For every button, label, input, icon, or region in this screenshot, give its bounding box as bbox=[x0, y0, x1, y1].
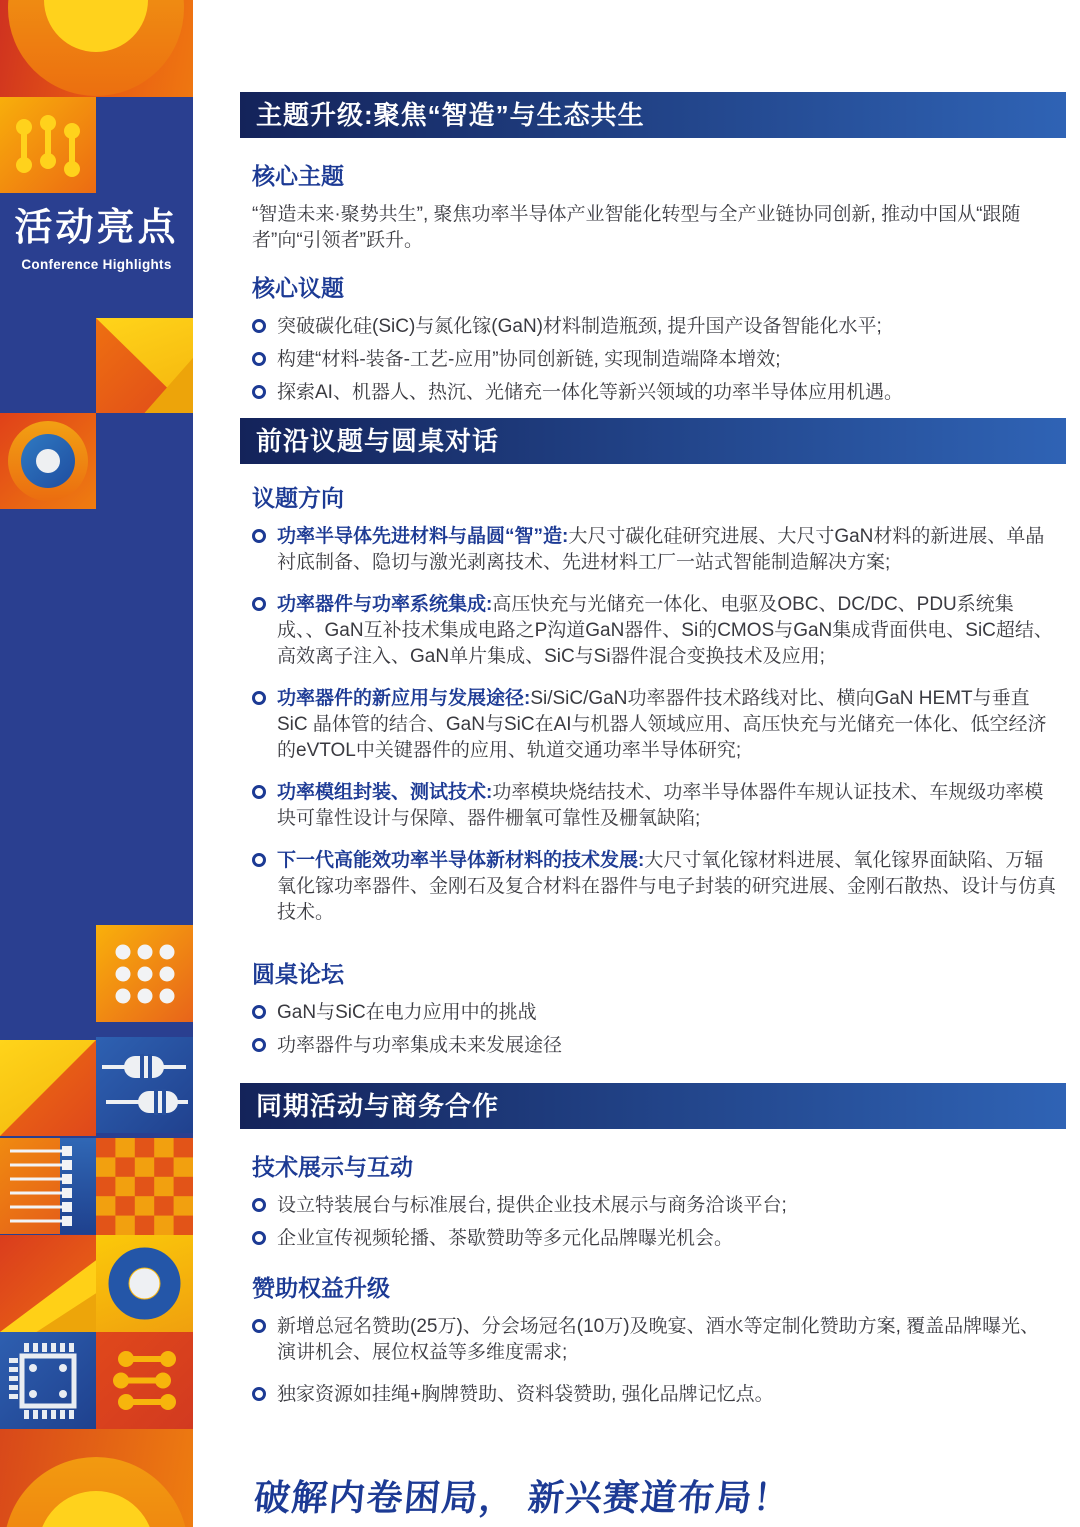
subsection-title-tech-exhibit: 技术展示与互动 bbox=[252, 1154, 413, 1180]
sponsorship-list bbox=[252, 1314, 1058, 1408]
sun-circle-icon bbox=[0, 0, 193, 97]
bullet-circle-icon bbox=[252, 597, 266, 611]
bullet-circle-icon bbox=[252, 1231, 266, 1245]
subsection-title-roundtable: 圆桌论坛 bbox=[252, 961, 344, 987]
bullet-text: 功率器件与功率集成未来发展途径 bbox=[277, 1035, 563, 1056]
roundtable-list bbox=[252, 1000, 1058, 1059]
subsection-title-topic-directions: 议题方向 bbox=[252, 485, 344, 511]
bullet-circle-icon bbox=[252, 1038, 266, 1052]
subsection-title-core-topics: 核心议题 bbox=[252, 275, 344, 301]
bullet-text: 探索AI、机器人、热沉、光储充一体化等新兴领域的功率半导体应用机遇。 bbox=[277, 382, 903, 403]
bullet-text: 新增总冠名赞助(25万)、分会场冠名(10万)及晚宴、酒水等定制化赞助方案, 覆盖品牌曝光、演讲机会、展位权益等多维度需求; bbox=[277, 1316, 1040, 1363]
donut-ring-icon bbox=[96, 1235, 193, 1332]
subsection-title-core-theme: 核心主题 bbox=[252, 163, 344, 189]
bullet-text: 突破碳化硅(SiC)与氮化镓(GaN)材料制造瓶颈, 提升国产设备智能化水平; bbox=[277, 316, 882, 337]
chip-icon bbox=[0, 1332, 96, 1429]
pin-connectors-icon bbox=[0, 1138, 96, 1234]
bullet-circle-icon bbox=[252, 385, 266, 399]
list-item bbox=[252, 347, 1058, 373]
bullet-circle-icon bbox=[252, 352, 266, 366]
bullet-text bbox=[277, 848, 1058, 926]
horizontal-connector-dots-icon bbox=[96, 1332, 193, 1429]
topic-body: 大尺寸氧化镓材料进展、氧化镓界面缺陷、万辐氧化镓功率器件、金刚石及复合材料在器件与电子封装的研究进展、金刚石散热、设计与仿真技术。 bbox=[277, 850, 1057, 923]
checkerboard-pattern-icon bbox=[96, 1138, 193, 1235]
dot-grid-icon bbox=[96, 925, 193, 1022]
sidebar-title-block bbox=[0, 206, 193, 272]
list-item bbox=[252, 1033, 1058, 1059]
bullet-circle-icon bbox=[252, 1387, 266, 1401]
list-item bbox=[252, 380, 1058, 406]
sidebar-title: 活动亮点 bbox=[14, 207, 179, 249]
bullet-circle-icon bbox=[252, 1005, 266, 1019]
bullet-text: GaN与SiC在电力应用中的挑战 bbox=[277, 1002, 537, 1023]
bullet-text bbox=[277, 524, 1058, 576]
bullet-circle-icon bbox=[252, 691, 266, 705]
topic-body: Si/SiC/GaN功率器件技术路线对比、横向GaN HEMT与垂直 SiC 晶体管的结合、GaN与SiC在AI与机器人领域应用、高压快充与光储充一体化、低空经济的eVTOL中关键器件的应用、轨道交通功率半导体研究; bbox=[277, 688, 1047, 761]
bullet-circle-icon bbox=[252, 785, 266, 799]
list-item bbox=[252, 1000, 1058, 1026]
topic-body: 高压快充与光储充一体化、电驱及OBC、DC/DC、PDU系统集成、、GaN互补技术集成电路之P沟道GaN器件、Si的CMOS与GaN集成背面供电、SiC超结、高效离子注入、GaN单片集成、SiC与Si器件混合变换技术及应用; bbox=[277, 594, 1053, 667]
bullet-circle-icon bbox=[252, 529, 266, 543]
bullet-text: 设立特装展台与标准展台, 提供企业技术展示与商务洽谈平台; bbox=[277, 1195, 787, 1216]
topic-lead: 功率器件的新应用与发展途径: bbox=[277, 688, 531, 709]
bullet-circle-icon bbox=[252, 853, 266, 867]
topic-lead: 功率半导体先进材料与晶圆“智”造: bbox=[277, 526, 569, 547]
target-center-dot bbox=[36, 449, 60, 473]
list-item bbox=[252, 592, 1058, 670]
topic-body: 大尺寸碳化硅研究进展、大尺寸GaN材料的新进展、单晶衬底制备、隐切与激光剥离技术、先进材料工厂一站式智能制造解决方案; bbox=[277, 526, 1045, 573]
bullet-text bbox=[277, 780, 1058, 832]
list-item bbox=[252, 780, 1058, 832]
bottom-slogan: 破解内卷困局， 新兴赛道布局！ bbox=[252, 1477, 793, 1518]
topic-body: 功率模块烧结技术、功率半导体器件车规认证技术、车规级功率模块可靠性设计与保障、器件栅氧可靠性及栅氧缺陷; bbox=[277, 782, 1044, 829]
list-item bbox=[252, 524, 1058, 576]
bullet-text bbox=[277, 686, 1058, 764]
tech-exhibit-list bbox=[252, 1193, 1058, 1252]
bullet-text: 企业宣传视频轮播、茶歇赞助等多元化品牌曝光机会。 bbox=[277, 1228, 734, 1249]
list-item bbox=[252, 686, 1058, 764]
topic-lead: 下一代高能效功率半导体新材料的技术发展: bbox=[277, 850, 645, 871]
subsection-title-sponsorship: 赞助权益升级 bbox=[252, 1275, 390, 1301]
main-content bbox=[240, 0, 1066, 1521]
topic-lead: 功率模组封装、测试技术: bbox=[277, 782, 493, 803]
sun-arc-icon bbox=[0, 1429, 193, 1527]
list-item bbox=[252, 848, 1058, 926]
bullet-text: 独家资源如挂绳+胸牌赞助、资料袋赞助, 强化品牌记忆点。 bbox=[277, 1384, 774, 1405]
bullet-circle-icon bbox=[252, 1319, 266, 1333]
section-header-concurrent-activities: 同期活动与商务合作 bbox=[240, 1083, 1066, 1129]
bullet-text bbox=[277, 592, 1058, 670]
triangle-shape bbox=[0, 1040, 96, 1136]
sidebar-subtitle: Conference Highlights bbox=[21, 257, 172, 272]
diode-symbols-icon bbox=[96, 1037, 193, 1133]
arrow-triangles-icon bbox=[0, 1235, 96, 1332]
section-header-frontier-topics: 前沿议题与圆桌对话 bbox=[240, 418, 1066, 464]
diagonal-triangle-icon bbox=[96, 318, 193, 413]
section-header-theme-upgrade: 主题升级:聚焦“智造”与生态共生 bbox=[240, 92, 1066, 138]
topic-lead: 功率器件与功率系统集成: bbox=[277, 594, 493, 615]
vertical-connector-dots-icon bbox=[0, 97, 96, 193]
bullet-circle-icon bbox=[252, 319, 266, 333]
target-circles-icon bbox=[0, 413, 96, 509]
core-theme-paragraph: “智造未来·聚势共生”, 聚焦功率半导体产业智能化转型与全产业链协同创新, 推动中国从“跟随者”向“引领者”跃升。 bbox=[252, 204, 1021, 251]
diagonal-triangle-icon bbox=[0, 1040, 96, 1136]
list-item bbox=[252, 1193, 1058, 1219]
decorative-sidebar bbox=[0, 0, 193, 1527]
core-topics-list bbox=[252, 314, 1058, 406]
bullet-text: 构建“材料-装备-工艺-应用”协同创新链, 实现制造端降本增效; bbox=[277, 349, 781, 370]
list-item bbox=[252, 1226, 1058, 1252]
bullet-circle-icon bbox=[252, 1198, 266, 1212]
list-item bbox=[252, 1382, 1058, 1408]
topic-directions-list bbox=[252, 524, 1058, 926]
list-item bbox=[252, 314, 1058, 340]
list-item bbox=[252, 1314, 1058, 1366]
